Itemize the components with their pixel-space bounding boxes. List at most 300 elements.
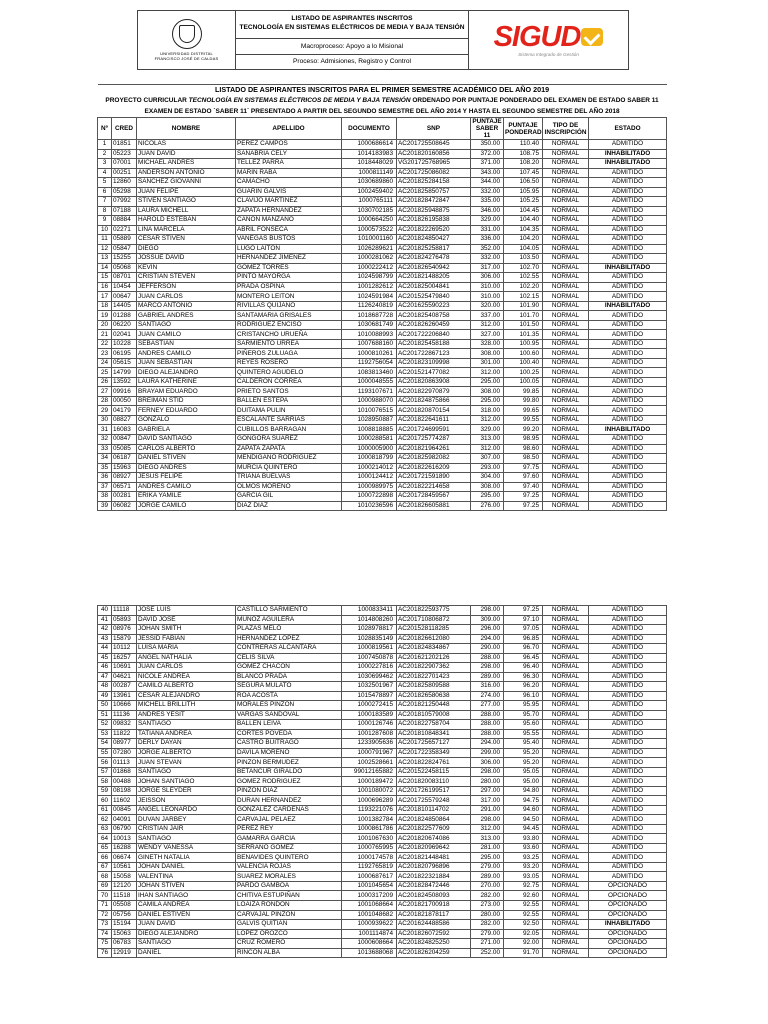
cell-nombre: JOHAN DANIEL [137, 862, 236, 872]
cell-tipo: NORMAL [543, 948, 589, 958]
cell-puntaje-saber: 301.00 [471, 358, 504, 368]
cell-documento: 1007450878 [342, 653, 397, 663]
cell-n: 26 [98, 377, 112, 387]
cell-nombre: DANIEL ESTIVEN [137, 910, 236, 920]
university-seal-text [155, 51, 219, 61]
table-row [98, 273, 667, 283]
cell-estado: ADMITIDO [589, 444, 667, 454]
university-seal-icon [172, 19, 202, 49]
cell-apellido: CELIS SILVA [236, 653, 342, 663]
cell-snp: AC201826204259 [397, 948, 471, 958]
cell-estado: ADMITIDO [589, 492, 667, 502]
cell-puntaje-saber: 336.00 [471, 235, 504, 245]
cell-snp: AC201822701423 [397, 672, 471, 682]
cell-nombre: IHAN SANTIAGO [137, 891, 236, 901]
cell-snp: AC201725508645 [397, 140, 471, 150]
cell-tipo: NORMAL [543, 330, 589, 340]
cell-estado: ADMITIDO [589, 815, 667, 825]
cell-n: 75 [98, 939, 112, 949]
cell-apellido: REYES ROSERO [236, 358, 342, 368]
cell-apellido: CASTRO BUITRAGO [236, 739, 342, 749]
cell-puntaje-ponderado: 97.60 [504, 473, 543, 483]
cell-apellido: RINCON ALBA [236, 948, 342, 958]
cell-n: 40 [98, 606, 112, 616]
cell-apellido: LOAIZA RONDON [236, 900, 342, 910]
cell-documento: 1010001160 [342, 235, 397, 245]
cell-puntaje-ponderado: 94.75 [504, 796, 543, 806]
cell-nombre: SANTIAGO [137, 834, 236, 844]
cell-snp: AC201826580638 [397, 691, 471, 701]
cell-cred: 07001 [112, 159, 137, 169]
cell-documento: 1001045654 [342, 881, 397, 891]
cell-documento: 1001114874 [342, 929, 397, 939]
cell-nombre: DIEGO ANDRES [137, 463, 236, 473]
table-header-row [98, 118, 667, 140]
table-row [98, 454, 667, 464]
table-row [98, 625, 667, 635]
cell-cred: 14405 [112, 301, 137, 311]
cell-puntaje-saber: 306.00 [471, 273, 504, 283]
cell-tipo: NORMAL [543, 292, 589, 302]
cell-puntaje-ponderado: 97.25 [504, 606, 543, 616]
cell-puntaje-ponderado: 104.20 [504, 235, 543, 245]
cell-puntaje-saber: 294.00 [471, 739, 504, 749]
cell-cred: 08976 [112, 625, 137, 635]
cell-puntaje-saber: 344.00 [471, 178, 504, 188]
table-row [98, 929, 667, 939]
table-row [98, 377, 667, 387]
cell-n: 42 [98, 625, 112, 635]
table-row [98, 292, 667, 302]
cell-cred: 06783 [112, 939, 137, 949]
cell-cred: 06187 [112, 454, 137, 464]
cell-estado: ADMITIDO [589, 254, 667, 264]
cell-apellido: PINZON DIAZ [236, 786, 342, 796]
cell-puntaje-ponderado: 92.75 [504, 881, 543, 891]
cell-tipo: NORMAL [543, 701, 589, 711]
cell-n: 66 [98, 853, 112, 863]
cell-cred: 11118 [112, 606, 137, 616]
cell-puntaje-ponderado: 92.50 [504, 920, 543, 930]
cell-estado: ADMITIDO [589, 748, 667, 758]
table-row [98, 691, 667, 701]
cell-puntaje-saber: 282.00 [471, 920, 504, 930]
cell-snp: AC201621202126 [397, 653, 471, 663]
cell-apellido: GOMEZ TORRES [236, 263, 342, 273]
cell-n: 20 [98, 320, 112, 330]
cell-puntaje-ponderado: 92.00 [504, 939, 543, 949]
applicants-table-part-1 [97, 84, 667, 511]
cell-puntaje-saber: 350.00 [471, 140, 504, 150]
cell-n: 44 [98, 644, 112, 654]
cell-cred: 04179 [112, 406, 137, 416]
cell-tipo: NORMAL [543, 767, 589, 777]
cell-tipo: NORMAL [543, 824, 589, 834]
cell-documento: 1000686614 [342, 140, 397, 150]
cell-tipo: NORMAL [543, 473, 589, 483]
cell-apellido: TRIANA BUELVAS [236, 473, 342, 483]
col-header-puntaje-saber: PUNTAJE SABER 11 [472, 118, 502, 139]
cell-cred: 15063 [112, 929, 137, 939]
cell-snp: AC201820969642 [397, 843, 471, 853]
cell-cred: 06195 [112, 349, 137, 359]
cell-puntaje-ponderado: 93.80 [504, 834, 543, 844]
cell-nombre: JORGE SLEYDER [137, 786, 236, 796]
cell-cred: 11136 [112, 710, 137, 720]
cell-documento: 1000988070 [342, 396, 397, 406]
cell-snp: AC201821448481 [397, 853, 471, 863]
cell-documento: 1193221076 [342, 805, 397, 815]
cell-documento: 1002459402 [342, 187, 397, 197]
cell-puntaje-ponderado: 101.90 [504, 301, 543, 311]
cell-nombre: CAMILA ANDREA [137, 900, 236, 910]
proceso-label: Proceso: Admisiones, Registro y Control [236, 54, 468, 70]
cell-snp: AC201820863908 [397, 377, 471, 387]
cell-cred: 13961 [112, 691, 137, 701]
cell-puntaje-saber: 318.00 [471, 406, 504, 416]
cell-apellido: CRUZ ROMERO [236, 939, 342, 949]
cell-apellido: LOPEZ OROZCO [236, 929, 342, 939]
cell-apellido: ROA ACOSTA [236, 691, 342, 701]
cell-snp: AC201821878117 [397, 910, 471, 920]
cell-cred: 10691 [112, 663, 137, 673]
cell-puntaje-ponderado: 92.05 [504, 929, 543, 939]
cell-puntaje-ponderado: 104.05 [504, 244, 543, 254]
cell-tipo: NORMAL [543, 168, 589, 178]
table-row [98, 235, 667, 245]
cell-cred: 08977 [112, 739, 137, 749]
cell-tipo: NORMAL [543, 425, 589, 435]
cell-puntaje-ponderado: 95.95 [504, 701, 543, 711]
cell-estado: ADMITIDO [589, 672, 667, 682]
cell-puntaje-ponderado: 104.45 [504, 206, 543, 216]
header-title-line-1: LISTADO DE ASPIRANTES INSCRITOS [291, 15, 413, 22]
cell-estado: ADMITIDO [589, 415, 667, 425]
cell-puntaje-saber: 281.00 [471, 843, 504, 853]
cell-estado: ADMITIDO [589, 834, 667, 844]
cell-estado: ADMITIDO [589, 615, 667, 625]
cell-estado: ADMITIDO [589, 796, 667, 806]
cell-puntaje-ponderado: 105.95 [504, 187, 543, 197]
cell-documento: 1000608664 [342, 939, 397, 949]
cell-nombre: CESAR ALEJANDRO [137, 691, 236, 701]
cell-n: 9 [98, 216, 112, 226]
check-icon [581, 28, 603, 46]
cell-estado: ADMITIDO [589, 482, 667, 492]
cell-nombre: ANDRES CAMILO [137, 482, 236, 492]
cell-apellido: DURAN HERNANDEZ [236, 796, 342, 806]
table-row [98, 843, 667, 853]
cell-tipo: NORMAL [543, 910, 589, 920]
cell-cred: 15879 [112, 634, 137, 644]
cell-nombre: NICOLE ANDREA [137, 672, 236, 682]
cell-apellido: PLAZAS MELO [236, 625, 342, 635]
cell-estado: ADMITIDO [589, 758, 667, 768]
table-row [98, 739, 667, 749]
table-row [98, 320, 667, 330]
cell-puntaje-ponderado: 93.25 [504, 853, 543, 863]
cell-puntaje-ponderado: 96.45 [504, 653, 543, 663]
cell-tipo: NORMAL [543, 710, 589, 720]
cell-tipo: NORMAL [543, 663, 589, 673]
cell-nombre: ANGEL NATHALIA [137, 653, 236, 663]
cell-documento: 1002528661 [342, 758, 397, 768]
cell-puntaje-ponderado: 97.05 [504, 625, 543, 635]
cell-puntaje-ponderado: 100.05 [504, 377, 543, 387]
cell-estado: ADMITIDO [589, 824, 667, 834]
cell-snp: AC201825004841 [397, 282, 471, 292]
cell-puntaje-ponderado: 97.40 [504, 482, 543, 492]
table-row [98, 387, 667, 397]
cell-nombre: JOHAN STIVEN [137, 881, 236, 891]
cell-nombre: SANTIAGO [137, 767, 236, 777]
cell-nombre: ANDRES YESIT [137, 710, 236, 720]
cell-puntaje-ponderado: 102.20 [504, 282, 543, 292]
cell-documento: 1193107671 [342, 387, 397, 397]
cell-tipo: NORMAL [543, 320, 589, 330]
cell-tipo: NORMAL [543, 729, 589, 739]
cell-estado: ADMITIDO [589, 853, 667, 863]
cell-puntaje-ponderado: 98.95 [504, 434, 543, 444]
cell-nombre: JUAN DAVID [137, 149, 236, 159]
cell-apellido: CAÑON MANZANO [236, 216, 342, 226]
cell-tipo: NORMAL [543, 406, 589, 416]
cell-documento: 1001048682 [342, 910, 397, 920]
cell-tipo: NORMAL [543, 682, 589, 692]
cell-cred: 15963 [112, 463, 137, 473]
cell-apellido: DUITAMA PULIN [236, 406, 342, 416]
cell-tipo: NORMAL [543, 140, 589, 150]
cell-n: 13 [98, 254, 112, 264]
cell-estado: ADMITIDO [589, 387, 667, 397]
table-row [98, 672, 667, 682]
cell-snp: AC201824825250 [397, 939, 471, 949]
cell-apellido: CAMACHO [236, 178, 342, 188]
col-header-apellido: APELLIDO [236, 118, 342, 140]
cell-documento: 1000048555 [342, 377, 397, 387]
table-row [98, 881, 667, 891]
cell-puntaje-ponderado: 95.20 [504, 748, 543, 758]
cell-apellido: CHITIVA ESTUPIÑAN [236, 891, 342, 901]
cell-documento: 1000989975 [342, 482, 397, 492]
cell-tipo: NORMAL [543, 434, 589, 444]
cell-snp: AC201821250448 [397, 701, 471, 711]
cell-snp: AC201725774287 [397, 434, 471, 444]
cell-n: 4 [98, 168, 112, 178]
university-logo [138, 11, 236, 69]
cell-puntaje-saber: 308.00 [471, 349, 504, 359]
cell-tipo: NORMAL [543, 178, 589, 188]
cell-puntaje-saber: 273.00 [471, 900, 504, 910]
cell-n: 55 [98, 748, 112, 758]
cell-puntaje-ponderado: 100.95 [504, 339, 543, 349]
cell-snp: AC201824875866 [397, 396, 471, 406]
cell-snp: AC201828472847 [397, 197, 471, 207]
table-row [98, 349, 667, 359]
cell-tipo: NORMAL [543, 653, 589, 663]
cell-cred: 05298 [112, 187, 137, 197]
cell-puntaje-saber: 372.00 [471, 149, 504, 159]
cell-apellido: CARVAJAL PELAEZ [236, 815, 342, 825]
cell-n: 1 [98, 140, 112, 150]
cell-puntaje-saber: 332.00 [471, 187, 504, 197]
cell-documento: 1014808260 [342, 615, 397, 625]
cell-estado: ADMITIDO [589, 454, 667, 464]
cell-puntaje-saber: 289.00 [471, 672, 504, 682]
cell-puntaje-saber: 297.00 [471, 786, 504, 796]
cell-snp: AC201822214658 [397, 482, 471, 492]
cell-estado: ADMITIDO [589, 473, 667, 483]
cell-puntaje-saber: 291.00 [471, 805, 504, 815]
col-header-puntaje-ponderado: PUNTAJE PONDERAD [504, 118, 543, 140]
table-row [98, 159, 667, 169]
cell-puntaje-saber: 294.00 [471, 634, 504, 644]
cell-nombre: MARCO ANTONIO [137, 301, 236, 311]
cell-documento: 99012165882 [342, 767, 397, 777]
cell-puntaje-saber: 288.00 [471, 710, 504, 720]
cell-estado: ADMITIDO [589, 434, 667, 444]
cell-documento: 1018687728 [342, 311, 397, 321]
cell-estado: ADMITIDO [589, 720, 667, 730]
cell-puntaje-ponderado: 96.40 [504, 663, 543, 673]
cell-tipo: NORMAL [543, 415, 589, 425]
cell-snp: AC201725657127 [397, 739, 471, 749]
cell-cred: 01113 [112, 758, 137, 768]
cell-puntaje-ponderado: 99.20 [504, 425, 543, 435]
cell-puntaje-ponderado: 96.10 [504, 691, 543, 701]
applicants-table-part-2 [97, 605, 667, 958]
cell-n: 59 [98, 786, 112, 796]
header-title [236, 11, 468, 39]
table-row [98, 206, 667, 216]
cell-documento: 1010088993 [342, 330, 397, 340]
cell-documento: 1001287608 [342, 729, 397, 739]
cell-estado: ADMITIDO [589, 168, 667, 178]
cell-cred: 07280 [112, 748, 137, 758]
col-header-estado: ESTADO [589, 118, 667, 140]
cell-n: 47 [98, 672, 112, 682]
cell-puntaje-ponderado: 95.60 [504, 720, 543, 730]
cell-documento: 1028835149 [342, 634, 397, 644]
exam-period-title: EXAMEN DE ESTADO `SABER 11´ PRESENTADO A PARTIR DEL SEGUNDO SEMESTRE DEL AÑO 2014 Y HASTA EL SEGUNDO SEMESTRE DEL AÑO 2018 [144, 107, 620, 115]
cell-n: 41 [98, 615, 112, 625]
cell-puntaje-saber: 312.00 [471, 824, 504, 834]
cell-puntaje-saber: 310.00 [471, 282, 504, 292]
cell-cred: 08927 [112, 473, 137, 483]
cell-estado: ADMITIDO [589, 872, 667, 882]
cell-snp: AC201822577609 [397, 824, 471, 834]
cell-puntaje-ponderado: 99.55 [504, 415, 543, 425]
table-row [98, 900, 667, 910]
cell-tipo: NORMAL [543, 615, 589, 625]
cell-snp: AC201825408758 [397, 311, 471, 321]
cell-snp: AC201825948875 [397, 206, 471, 216]
cell-documento: 1001282612 [342, 282, 397, 292]
cell-puntaje-ponderado: 94.60 [504, 805, 543, 815]
cell-snp: AC201825850757 [397, 187, 471, 197]
table-row [98, 710, 667, 720]
cell-n: 17 [98, 292, 112, 302]
cell-apellido: BETANCUR GIRALDO [236, 767, 342, 777]
cell-documento: 1024598799 [342, 273, 397, 283]
macroproceso-label: Macroproceso: Apoyo a lo Misional [300, 42, 404, 50]
cell-estado: OPCIONADO [589, 900, 667, 910]
cell-snp: AC201826072592 [397, 929, 471, 939]
cell-tipo: NORMAL [543, 216, 589, 226]
cell-puntaje-ponderado: 95.00 [504, 777, 543, 787]
cell-cred: 06790 [112, 824, 137, 834]
cell-puntaje-saber: 335.00 [471, 197, 504, 207]
cell-cred: 01288 [112, 311, 137, 321]
cell-snp: AC201821700918 [397, 900, 471, 910]
cell-apellido: TELLEZ PARRA [236, 159, 342, 169]
cell-cred: 05223 [112, 149, 137, 159]
cell-documento: 1028950887 [342, 415, 397, 425]
cell-nombre: DIEGO [137, 244, 236, 254]
cell-estado: ADMITIDO [589, 358, 667, 368]
cell-nombre: CAMILO ALBERTO [137, 682, 236, 692]
cell-nombre: DIEGO ALEJANDRO [137, 368, 236, 378]
cell-estado: INHABILITADO [589, 159, 667, 169]
table-row [98, 225, 667, 235]
cell-tipo: NORMAL [543, 444, 589, 454]
cell-estado: ADMITIDO [589, 244, 667, 254]
header-title-line-2: TECNOLOGÍA EN SISTEMAS ELÉCTRICOS DE MEDIA Y BAJA TENSIÓN [239, 24, 465, 31]
table-row [98, 758, 667, 768]
cell-documento: 1000818799 [342, 454, 397, 464]
cell-puntaje-saber: 295.00 [471, 853, 504, 863]
cell-snp: AC201528118285 [397, 625, 471, 635]
cell-estado: ADMITIDO [589, 187, 667, 197]
cell-documento: 1010236596 [342, 501, 397, 511]
cell-cred: 05085 [112, 444, 137, 454]
cell-documento: 1007688160 [342, 339, 397, 349]
cell-cred: 00281 [112, 492, 137, 502]
cell-documento: 1001068664 [342, 900, 397, 910]
cell-nombre: GABRIEL ANDRES [137, 311, 236, 321]
cell-puntaje-saber: 317.00 [471, 796, 504, 806]
table-row [98, 444, 667, 454]
cell-cred: 00647 [112, 292, 137, 302]
cell-puntaje-saber: 352.00 [471, 244, 504, 254]
cell-estado: ADMITIDO [589, 634, 667, 644]
col-header-snp: SNP [397, 118, 471, 140]
cell-nombre: DIEGO ALEJANDRO [137, 929, 236, 939]
cell-snp: AC201522458115 [397, 767, 471, 777]
cell-snp: AC201625590223 [397, 301, 471, 311]
cell-estado: ADMITIDO [589, 710, 667, 720]
cell-documento: 1013688068 [342, 948, 397, 958]
col-header-tipo-inscripcion: TIPO DE INSCRIPCIÓN [543, 118, 589, 140]
cell-apellido: SANTAMARIA GRISALES [236, 311, 342, 321]
cell-documento: 1000227816 [342, 663, 397, 673]
table-row [98, 701, 667, 711]
seal-text-line-2: FRANCISCO JOSÉ DE CALDAS [154, 56, 219, 61]
cell-estado: ADMITIDO [589, 330, 667, 340]
cell-estado: ADMITIDO [589, 606, 667, 616]
table-row [98, 748, 667, 758]
sigud-wordmark: SIGUD [493, 21, 581, 53]
cell-cred: 02041 [112, 330, 137, 340]
table-row [98, 862, 667, 872]
cell-nombre: DAVID JOSÉ [137, 615, 236, 625]
cell-n: 35 [98, 463, 112, 473]
cell-tipo: NORMAL [543, 606, 589, 616]
cell-estado: ADMITIDO [589, 843, 667, 853]
cell-nombre: DAVID SANTIAGO [137, 434, 236, 444]
cell-puntaje-saber: 280.00 [471, 777, 504, 787]
cell-documento: 1192765819 [342, 862, 397, 872]
